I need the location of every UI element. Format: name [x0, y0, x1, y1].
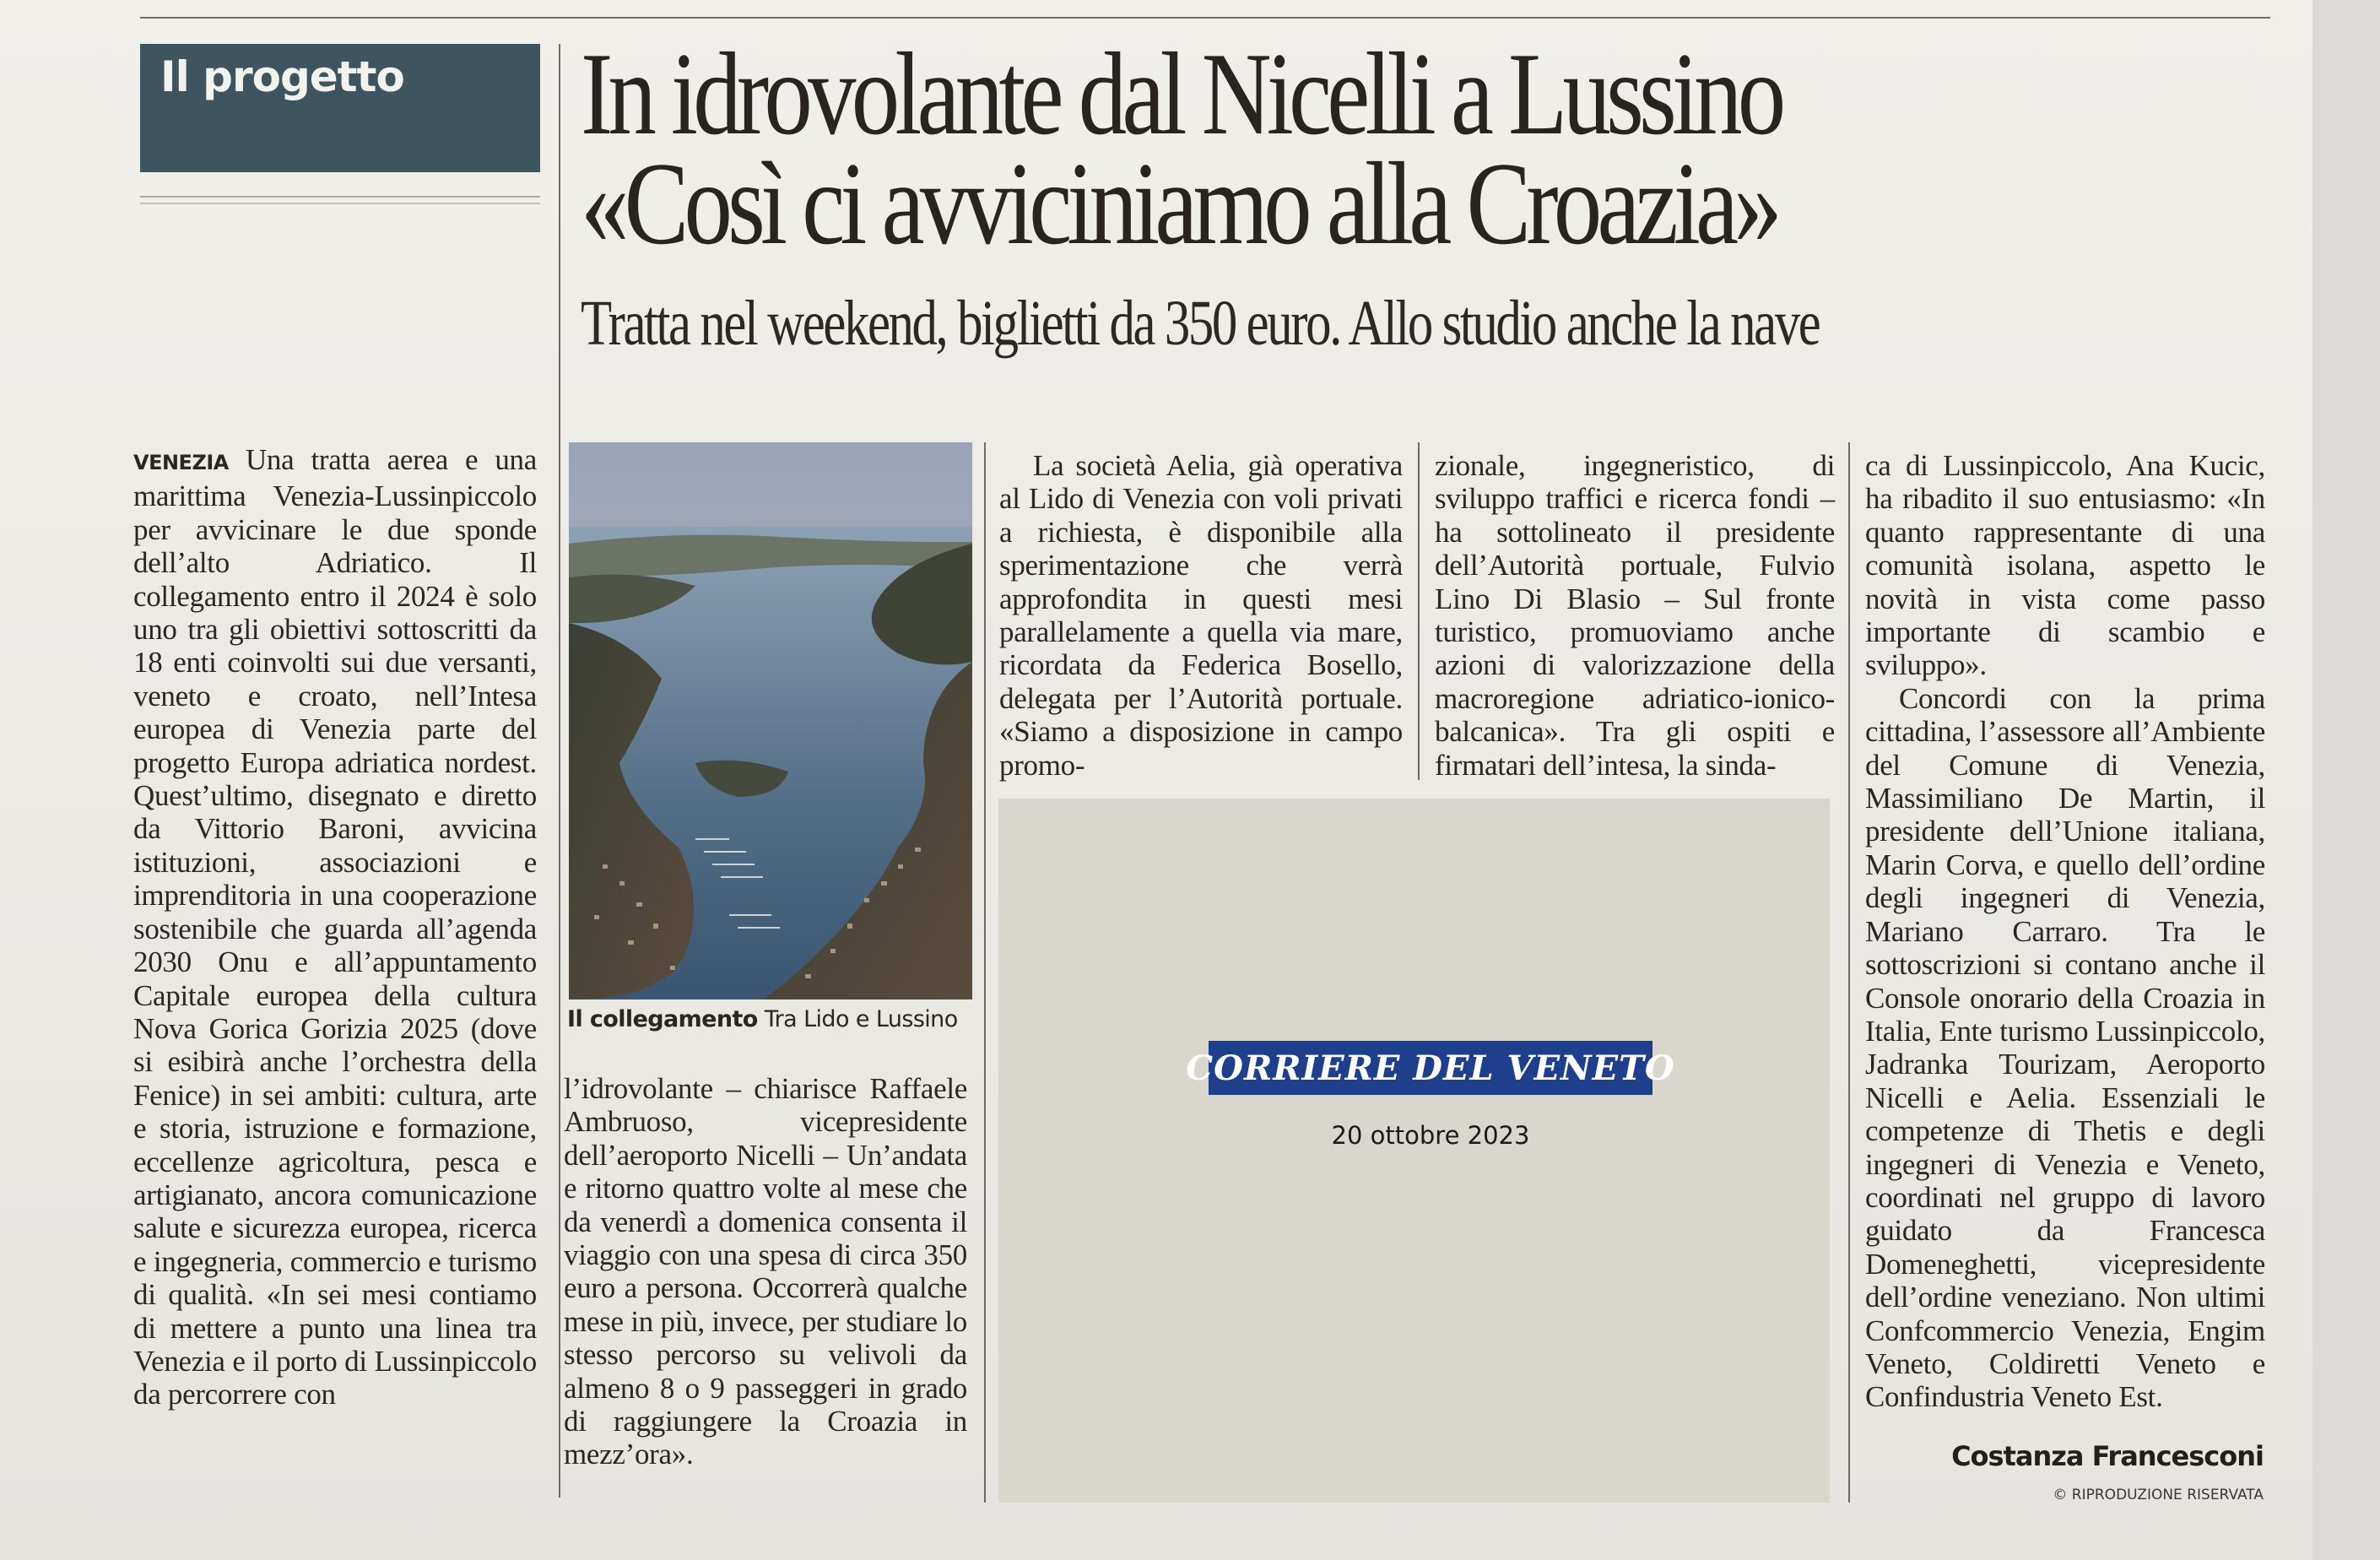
- article-column-5: [1865, 449, 2265, 1414]
- caption-bold: Il collegamento: [567, 1006, 758, 1032]
- article-column-1: [133, 443, 537, 1411]
- left-column-divider-2: [140, 203, 540, 204]
- dateline: VENEZIA: [133, 451, 229, 474]
- aerial-bay-photo-icon: [569, 442, 972, 999]
- article-column-3: [999, 449, 1403, 782]
- column-4-text: zionale, ingegneristico, di sviluppo traffici e ricerca fondi – ha sottolineato il presidente dell’Autorità portuale, Fulvio Lino Di Blasio – Sul fronte turistico, promuoviamo anche azioni di valorizzazione della macroregione adriatico-ionico-balcanica». Tra gli ospiti e firmatari dell’intesa, la sinda-: [1435, 449, 1835, 782]
- kicker-box: [140, 44, 540, 172]
- scan-edge: [2312, 0, 2380, 1560]
- column-rule-3: [1418, 442, 1420, 780]
- headline-line-2: «Così ci avviciniamo alla Croazia»: [581, 138, 1777, 269]
- column-2-text: l’idrovolante – chiarisce Raffaele Ambruoso, vicepresidente dell’aeroporto Nicelli – Un’andata e ritorno quattro volte al mese che da venerdì a domenica consenta il viaggio con una spesa di circa 350 euro a persona. Occorrerà qualche mese in più, invece, per studiare lo stesso percorso su velivoli da almeno 8 o 9 passeggeri in grado di raggiungere la Croazia in mezz’ora».: [564, 1072, 967, 1471]
- masthead-text: CORRIERE DEL VENETO: [1186, 1048, 1675, 1088]
- article-column-2: [564, 1072, 967, 1471]
- left-column-divider: [140, 196, 540, 198]
- photo-caption: [567, 1006, 989, 1032]
- article-column-4: [1435, 449, 1835, 782]
- publication-date: 20 ottobre 2023: [1331, 1121, 1530, 1150]
- masthead-logo: [1186, 1041, 1675, 1095]
- column-rule-2: [984, 442, 986, 1503]
- bleed-through-text: [304, 228, 540, 397]
- headline-line-1: In idrovolante dal Nicelli a Lussino: [581, 29, 1782, 160]
- column-1-text: Una tratta aerea e una marittima Venezia-Lussinpiccolo per avvicinare le due sponde dell’alto Adriatico. Il collegamento entro il 2024 è solo uno tra gli obiettivi sottoscritti da 18 enti coinvolti sui due versanti, veneto e croato, nell’Intesa europea di Venezia parte del progetto Europa adriatica nordest. Quest’ultimo, disegnato e diretto da Vittorio Baroni, avvicina istituzioni, associazioni e imprenditoria in una cooperazione sostenibile che guarda all’agenda 2030 Onu e all’appuntamento Capitale europea della cultura Nova Gorica Gorizia 2025 (dove si esibirà anche l’orchestra della Fenice) in sei ambiti: cultura, arte e storia, istruzione e formazione, eccellenze agricoltura, pesca e artigianato, ancora comunicazione salute e sicurezza europea, ricerca e ingegneria, commercio e turismo di qualità. «In sei mesi contiamo di mettere a punto una linea tra Venezia e il porto di Lussinpiccolo da percorrere con: [133, 443, 537, 1411]
- top-rule: [140, 17, 2270, 19]
- article-photo: [569, 442, 972, 999]
- column-5-text-b: Concordi con la prima cittadina, l’assessore all’Ambiente del Comune di Venezia, Massimiliano De Martin, il presidente dell’Unione italiana, Marin Corva, e quello dell’ordine degli ingegneri di Venezia, Mariano Carraro. Tra le sottoscrizioni si contano anche il Console onorario della Croazia in Italia, Ente turismo Lussinpiccolo, Jadranka Tourizam, Aeroporto Nicelli e Aelia. Essenziali le competenze di Thetis e degli ingegneri di Venezia e Veneto, coordinati nel gruppo di lavoro guidato da Francesca Domeneghetti, vicepresidente dell’ordine veneziano. Non ultimi Confcommercio Venezia, Engim Veneto, Coldiretti Veneto e Confindustria Veneto Est.: [1865, 681, 2265, 1414]
- kicker-label: Il progetto: [160, 52, 404, 101]
- subheadline: Tratta nel weekend, biglietti da 350 euro. Allo studio anche la nave: [581, 288, 1820, 359]
- column-rule-4: [1848, 442, 1850, 1503]
- column-3-text: La società Aelia, già operativa al Lido di Venezia con voli privati a richiesta, è disponibile alla sperimentazione che verrà approfondita in questi mesi parallelamente a quella via mare, ricordata da Federica Bosello, delegata per l’Autorità portuale. «Siamo a disposizione in campo promo-: [999, 449, 1403, 782]
- caption-text: Tra Lido e Lussino: [764, 1006, 958, 1032]
- source-overlay-box: [998, 799, 1830, 1503]
- column-5-text-a: ca di Lussinpiccolo, Ana Kucic, ha ribadito il suo entusiasmo: «In quanto rappresentante di una comunità isolana, aspetto le novità in vista come passo importante di scambio e sviluppo».: [1865, 449, 2265, 682]
- copyright-notice: © RIPRODUZIONE RISERVATA: [2053, 1487, 2264, 1503]
- headline-column-rule: [559, 44, 560, 1498]
- byline: Costanza Francesconi: [1951, 1440, 2264, 1472]
